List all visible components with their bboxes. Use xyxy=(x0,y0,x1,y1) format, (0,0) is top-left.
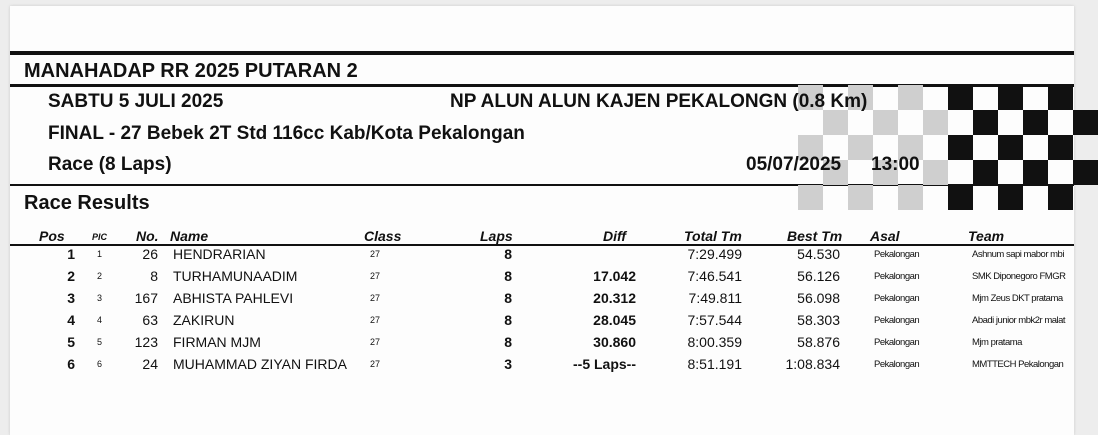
col-pos: Pos xyxy=(39,228,65,244)
race-time: 13:00 xyxy=(871,154,920,175)
cell-asal: Pekalongan xyxy=(874,337,920,348)
cell-name: TURHAMUNAADIM xyxy=(173,268,298,284)
cell-pos: 3 xyxy=(67,290,75,306)
cell-diff: --5 Laps-- xyxy=(573,356,636,372)
flag-square xyxy=(1048,185,1073,210)
cell-asal: Pekalongan xyxy=(874,249,920,260)
cell-name: ABHISTA PAHLEVI xyxy=(173,290,294,306)
flag-square xyxy=(1073,160,1098,185)
cell-team: Mjm Zeus DKT pratama xyxy=(972,293,1063,304)
cell-laps: 8 xyxy=(504,312,512,328)
flag-square xyxy=(973,110,998,135)
cell-best: 58.876 xyxy=(797,334,840,350)
cell-pos: 2 xyxy=(67,268,75,284)
cell-no: 8 xyxy=(150,268,158,284)
cell-best: 56.126 xyxy=(797,268,840,284)
event-date: SABTU 5 JULI 2025 xyxy=(48,91,224,112)
col-best: Best Tm xyxy=(787,228,843,244)
cell-class: 27 xyxy=(370,271,381,281)
flag-square xyxy=(1023,110,1048,135)
cell-diff: 30.860 xyxy=(593,334,636,350)
flag-square xyxy=(823,110,848,135)
col-laps: Laps xyxy=(480,228,513,244)
cell-laps: 8 xyxy=(504,246,512,262)
table-row xyxy=(10,268,1074,290)
cell-asal: Pekalongan xyxy=(874,293,920,304)
flag-square xyxy=(798,185,823,210)
cell-asal: Pekalongan xyxy=(874,271,920,282)
cell-laps: 8 xyxy=(504,334,512,350)
cell-diff: 20.312 xyxy=(593,290,636,306)
cell-best: 54.530 xyxy=(797,246,840,262)
col-name: Name xyxy=(170,228,209,244)
flag-square xyxy=(948,135,973,160)
flag-square xyxy=(848,185,873,210)
col-total: Total Tm xyxy=(684,228,742,244)
race-laps: Race (8 Laps) xyxy=(48,154,172,175)
cell-pic: 3 xyxy=(96,293,102,303)
cell-total: 8:00.359 xyxy=(687,334,742,350)
cell-asal: Pekalongan xyxy=(874,315,920,326)
cell-pos: 4 xyxy=(67,312,75,328)
col-diff: Diff xyxy=(603,228,627,244)
flag-square xyxy=(998,185,1023,210)
table-row xyxy=(10,356,1074,378)
table-row xyxy=(10,334,1074,356)
cell-diff: 28.045 xyxy=(593,312,636,328)
cell-class: 27 xyxy=(370,337,381,347)
cell-pic: 1 xyxy=(96,249,102,259)
table-row xyxy=(10,290,1074,312)
flag-square xyxy=(973,160,998,185)
cell-pic: 5 xyxy=(96,337,102,347)
cell-no: 63 xyxy=(142,312,158,328)
cell-best: 56.098 xyxy=(797,290,840,306)
cell-total: 7:46.541 xyxy=(687,268,742,284)
cell-class: 27 xyxy=(370,359,381,369)
cell-team: Mjm pratama xyxy=(972,337,1022,348)
cell-no: 123 xyxy=(134,334,158,350)
cell-laps: 3 xyxy=(504,356,512,372)
cell-pic: 2 xyxy=(96,271,102,281)
cell-class: 27 xyxy=(370,293,381,303)
cell-best: 1:08.834 xyxy=(785,356,840,372)
cell-team: MMTTECH Pekalongan xyxy=(972,359,1064,370)
cell-no: 167 xyxy=(134,290,158,306)
cell-team: Ashnum sapi mabor mbi xyxy=(972,249,1064,260)
flag-square xyxy=(998,85,1023,110)
final-title: FINAL - 27 Bebek 2T Std 116cc Kab/Kota Pekalongan xyxy=(48,123,525,144)
event-title: MANAHADAP RR 2025 PUTARAN 2 xyxy=(24,60,358,82)
cell-diff: 17.042 xyxy=(593,268,636,284)
cell-laps: 8 xyxy=(504,290,512,306)
cell-pos: 5 xyxy=(67,334,75,350)
cell-pos: 6 xyxy=(67,356,75,372)
race-date: 05/07/2025 xyxy=(746,154,842,175)
flag-square xyxy=(898,185,923,210)
cell-name: MUHAMMAD ZIYAN FIRDA xyxy=(173,356,347,372)
col-no: No. xyxy=(136,228,159,244)
event-venue: NP ALUN ALUN KAJEN PEKALONGN (0.8 Km) xyxy=(450,91,868,112)
cell-pos: 1 xyxy=(67,246,75,262)
section-title: Race Results xyxy=(24,192,150,214)
flag-square xyxy=(948,85,973,110)
table-row xyxy=(10,312,1074,334)
flag-square xyxy=(923,160,948,185)
table-row xyxy=(10,246,1074,268)
cell-laps: 8 xyxy=(504,268,512,284)
col-pic: PIC xyxy=(92,232,108,242)
flag-square xyxy=(923,110,948,135)
cell-best: 58.303 xyxy=(797,312,840,328)
cell-team: SMK Diponegoro FMGR xyxy=(972,271,1066,282)
cell-name: HENDRARIAN xyxy=(173,246,266,262)
col-team: Team xyxy=(968,228,1005,244)
cell-total: 7:57.544 xyxy=(687,312,742,328)
cell-total: 8:51.191 xyxy=(687,356,742,372)
cell-asal: Pekalongan xyxy=(874,359,920,370)
flag-square xyxy=(948,185,973,210)
flag-square xyxy=(1048,85,1073,110)
flag-square xyxy=(1023,160,1048,185)
top-rule xyxy=(10,51,1074,55)
cell-class: 27 xyxy=(370,315,381,325)
flag-square xyxy=(1073,110,1098,135)
flag-square xyxy=(873,110,898,135)
cell-pic: 4 xyxy=(96,315,102,325)
col-class: Class xyxy=(364,228,402,244)
cell-name: FIRMAN MJM xyxy=(173,334,261,350)
cell-total: 7:29.499 xyxy=(687,246,742,262)
flag-square xyxy=(848,135,873,160)
cell-team: Abadi junior mbk2r malat xyxy=(972,315,1066,326)
cell-no: 24 xyxy=(142,356,158,372)
cell-pic: 6 xyxy=(96,359,102,369)
cell-name: ZAKIRUN xyxy=(173,312,235,328)
flag-square xyxy=(998,135,1023,160)
cell-no: 26 xyxy=(142,246,158,262)
cell-total: 7:49.811 xyxy=(688,290,742,306)
flag-square xyxy=(898,85,923,110)
col-asal: Asal xyxy=(870,228,900,244)
cell-class: 27 xyxy=(370,249,381,259)
results-sheet xyxy=(10,6,1074,435)
flag-square xyxy=(1048,135,1073,160)
